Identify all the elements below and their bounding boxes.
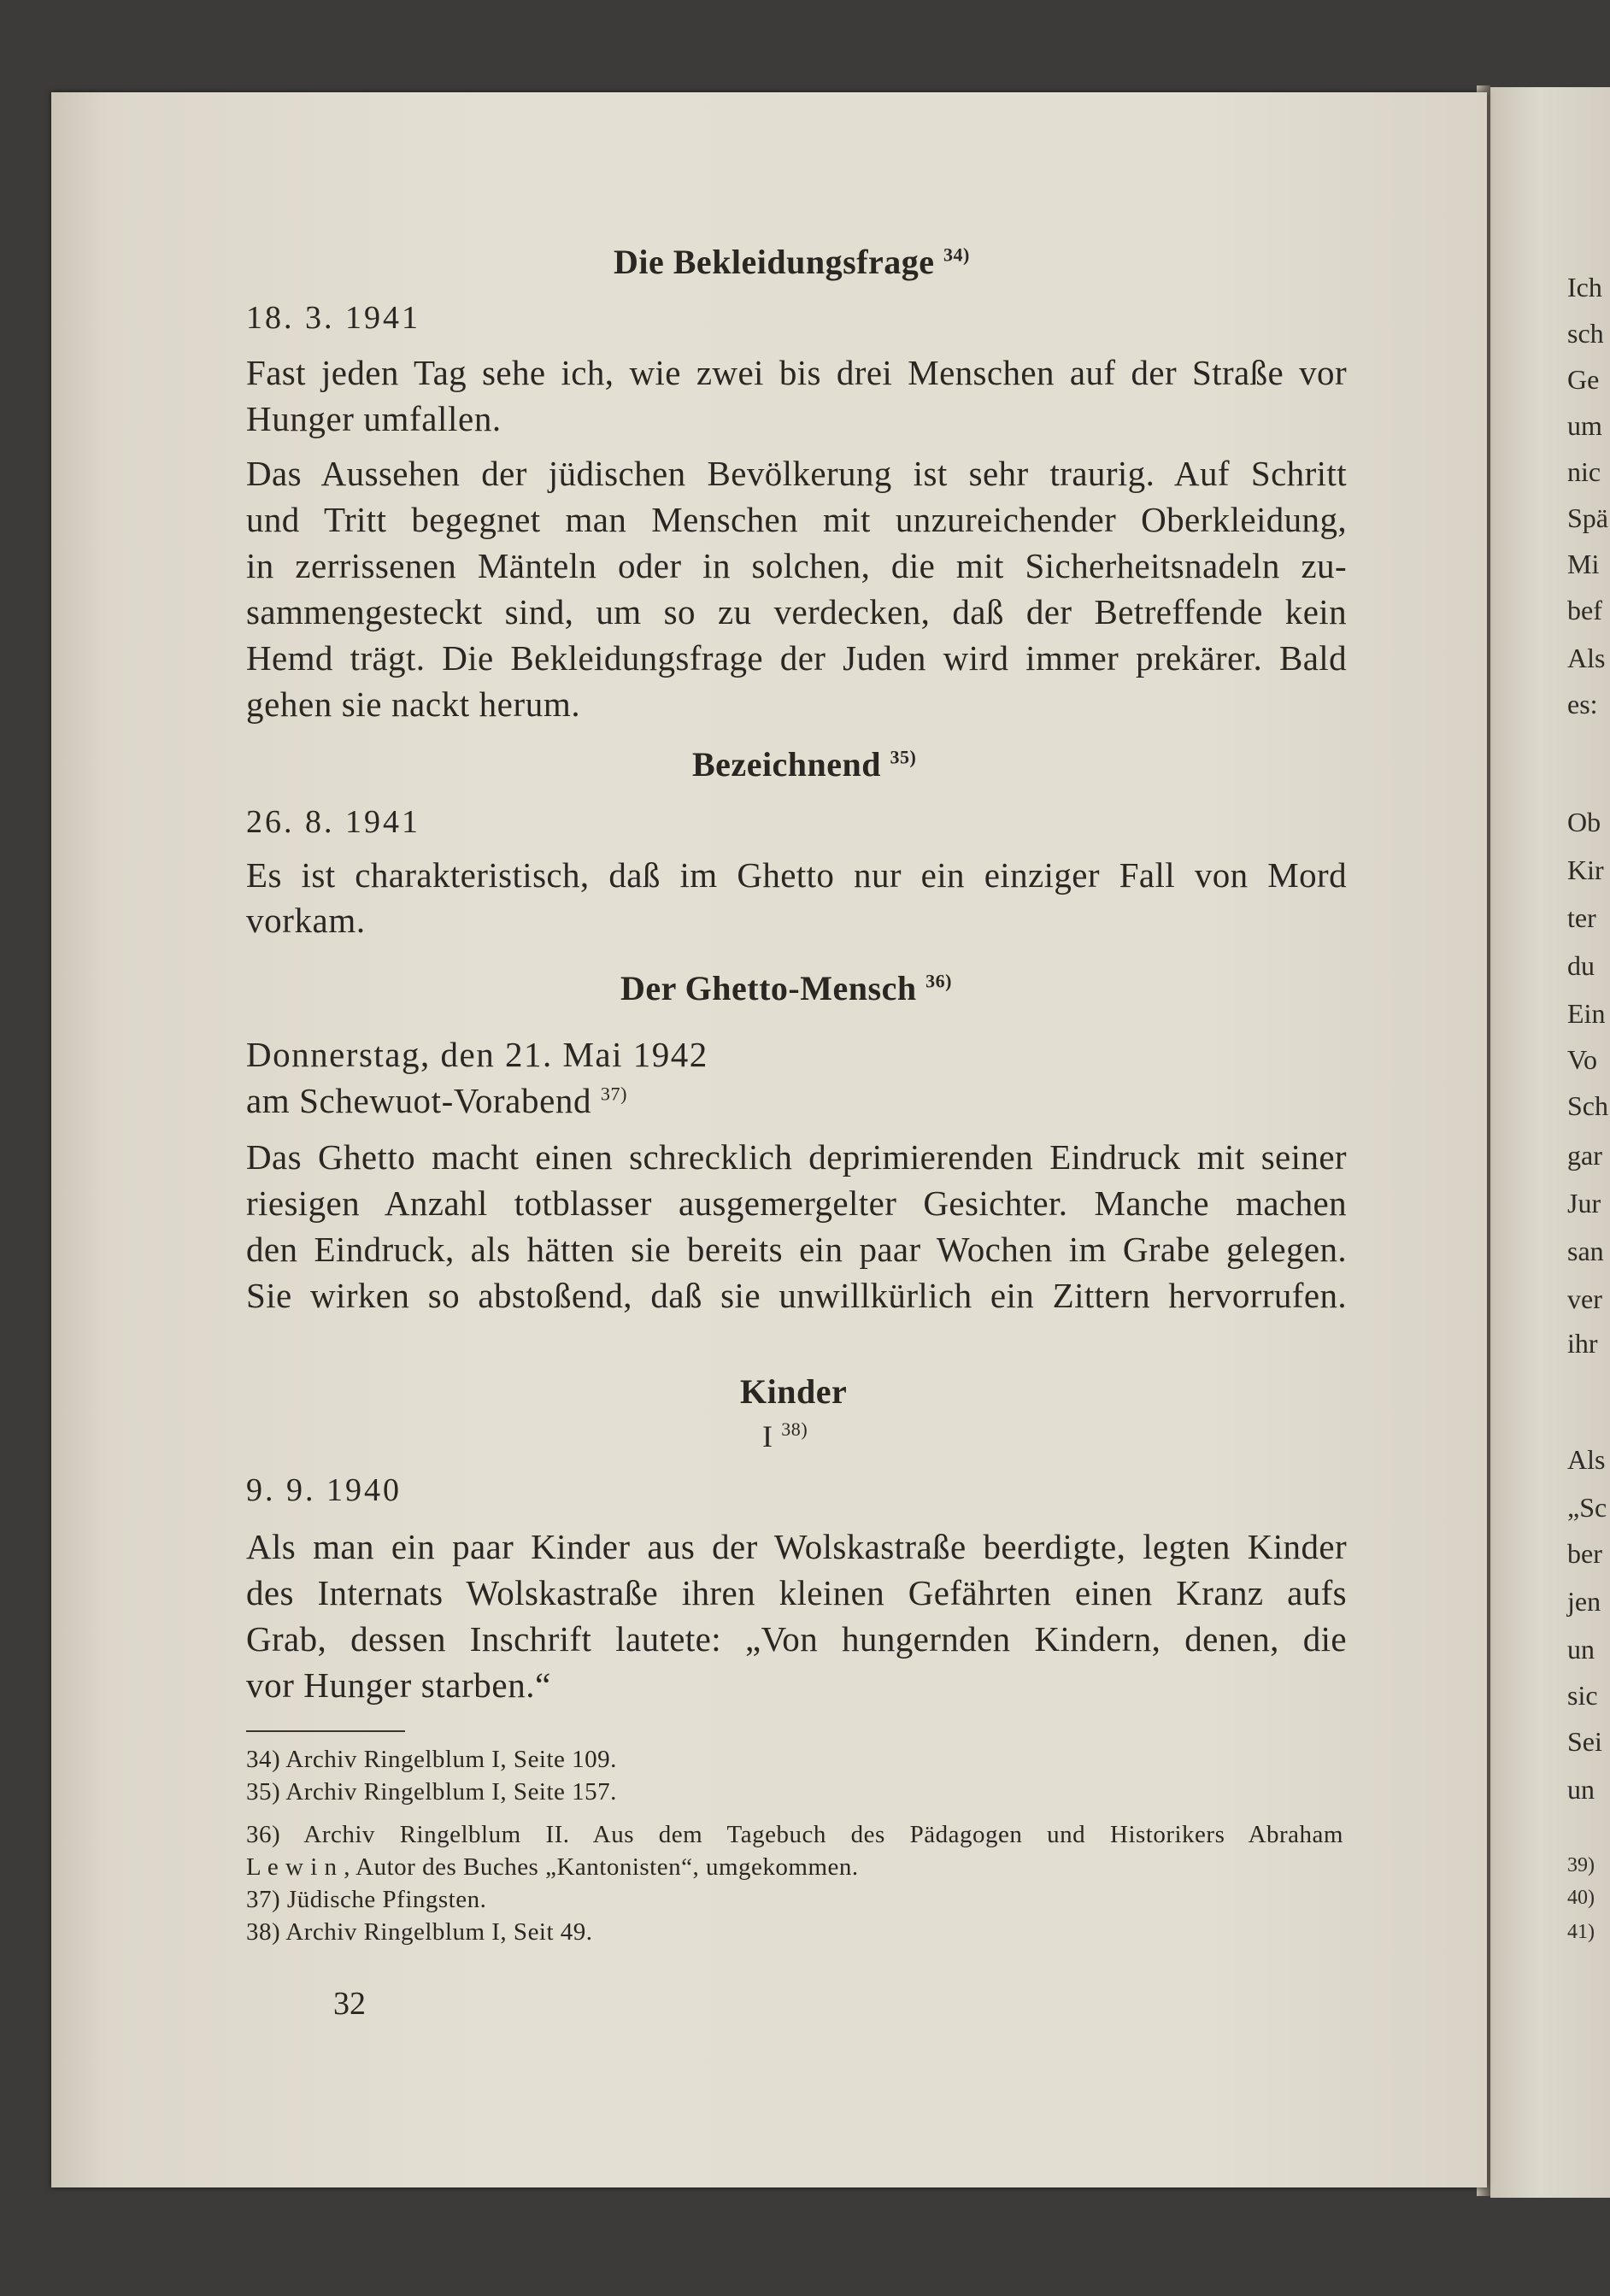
text-line: Als man ein paar Kinder aus der Wolskastraße beerdigte, legten Kinder xyxy=(246,1527,1347,1566)
section-heading: Die Bekleidungsfrage $^{34)}$ xyxy=(614,243,970,281)
text-line: in zerrissenen Mänteln oder in solchen, die mit Sicherheitsnadeln zu- xyxy=(246,546,1347,585)
text-line: des Internats Wolskastraße ihren kleinen Gefährten einen Kranz aufs xyxy=(246,1573,1347,1612)
footnote: L e w i n , Autor des Buches „Kantonisten“, umgekommen. xyxy=(246,1853,859,1881)
facing-page-text: Ob xyxy=(1567,807,1601,837)
facing-page-text: Mi xyxy=(1567,549,1600,579)
facing-page-text: ter xyxy=(1567,902,1596,933)
facing-page-text: Ich xyxy=(1567,272,1602,302)
text-line: sammengesteckt sind, um so zu verdecken, daß der Betreffende kein xyxy=(246,592,1347,631)
facing-page-text: Als xyxy=(1567,643,1606,673)
section-subheading: I $^{38)}$ xyxy=(762,1418,808,1453)
facing-page-text: sic xyxy=(1567,1680,1598,1711)
facing-page-text: ihr xyxy=(1567,1328,1598,1359)
facing-page-text: san xyxy=(1567,1236,1604,1266)
facing-page-text: Jur xyxy=(1567,1188,1601,1218)
text-line: Es ist charakteristisch, daß im Ghetto nur ein einziger Fall von Mord xyxy=(246,855,1347,895)
text-line: den Eindruck, als hätten sie bereits ein paar Wochen im Grabe gelegen. xyxy=(246,1230,1347,1269)
text-line: vorkam. xyxy=(246,901,366,940)
entry-date: 26. 8. 1941 xyxy=(246,804,420,840)
facing-page-text: nic xyxy=(1567,456,1601,487)
section-heading: Der Ghetto-Mensch $^{36)}$ xyxy=(620,969,952,1007)
facing-page-text: bef xyxy=(1567,595,1602,625)
footnote-divider xyxy=(246,1730,405,1732)
facing-page-text: Spä xyxy=(1567,502,1608,533)
facing-page-text: Sch xyxy=(1567,1090,1608,1121)
facing-page-text: un xyxy=(1567,1634,1595,1665)
entry-date: 18. 3. 1941 xyxy=(246,300,420,336)
facing-page-text: ber xyxy=(1567,1538,1602,1569)
page-number: 32 xyxy=(333,1986,366,2022)
facing-page-text: jen xyxy=(1567,1586,1601,1617)
facing-page-text: 40) xyxy=(1567,1887,1595,1909)
facing-page-text: Kir xyxy=(1567,854,1604,885)
facing-page-text: „Sc xyxy=(1567,1492,1607,1523)
text-line: Hunger umfallen. xyxy=(246,399,502,438)
footnote: 36) Archiv Ringelblum II. Aus dem Tagebuch des Pädagogen und Historikers Abraham xyxy=(246,1821,1343,1848)
facing-page-text: 41) xyxy=(1567,1921,1595,1943)
facing-page-text: Ein xyxy=(1567,998,1606,1029)
facing-page-text: gar xyxy=(1567,1140,1602,1171)
text-line: Sie wirken so abstoßend, daß sie unwillkürlich ein Zittern hervorrufen. xyxy=(246,1276,1347,1315)
entry-date: Donnerstag, den 21. Mai 1942 xyxy=(246,1035,708,1074)
section-heading: Kinder xyxy=(740,1372,848,1411)
text-line: Das Aussehen der jüdischen Bevölkerung ist sehr traurig. Auf Schritt xyxy=(246,454,1347,493)
footnote: 37) Jüdische Pfingsten. xyxy=(246,1886,487,1913)
facing-page-text: 39) xyxy=(1567,1854,1595,1876)
text-line: gehen sie nackt herum. xyxy=(246,684,581,724)
text-line: Das Ghetto macht einen schrecklich deprimierenden Eindruck mit seiner xyxy=(246,1137,1347,1177)
facing-page-text: un xyxy=(1567,1774,1595,1805)
footnote: 35) Archiv Ringelblum I, Seite 157. xyxy=(246,1778,617,1806)
text-line: Grab, dessen Inschrift lautete: „Von hungernden Kindern, denen, die xyxy=(246,1619,1347,1659)
text-line: und Tritt begegnet man Menschen mit unzureichender Oberkleidung, xyxy=(246,500,1347,539)
facing-page-text: ver xyxy=(1567,1283,1602,1314)
facing-page-text: Sei xyxy=(1567,1726,1602,1757)
facing-page-text: Ge xyxy=(1567,364,1600,395)
facing-page-text: du xyxy=(1567,950,1595,981)
footnote: 38) Archiv Ringelblum I, Seit 49. xyxy=(246,1918,593,1946)
text-line: Fast jeden Tag sehe ich, wie zwei bis drei Menschen auf der Straße vor xyxy=(246,353,1347,392)
facing-page-text: Als xyxy=(1567,1444,1606,1475)
text-line: riesigen Anzahl totblasser ausgemergelter Gesichter. Manche machen xyxy=(246,1183,1347,1223)
footnote: 34) Archiv Ringelblum I, Seite 109. xyxy=(246,1746,617,1773)
entry-date: 9. 9. 1940 xyxy=(246,1472,402,1508)
text-line: Hemd trägt. Die Bekleidungsfrage der Juden wird immer prekärer. Bald xyxy=(246,638,1347,678)
section-heading: Bezeichnend $^{35)}$ xyxy=(692,745,917,784)
facing-page-text: Vo xyxy=(1567,1044,1597,1075)
facing-page-text: um xyxy=(1567,410,1602,441)
text-line: vor Hunger starben.“ xyxy=(246,1665,551,1705)
facing-page-text: es: xyxy=(1567,689,1598,719)
facing-page-text: sch xyxy=(1567,318,1604,349)
entry-subdate: am Schewuot-Vorabend $^{37)}$ xyxy=(246,1081,628,1120)
